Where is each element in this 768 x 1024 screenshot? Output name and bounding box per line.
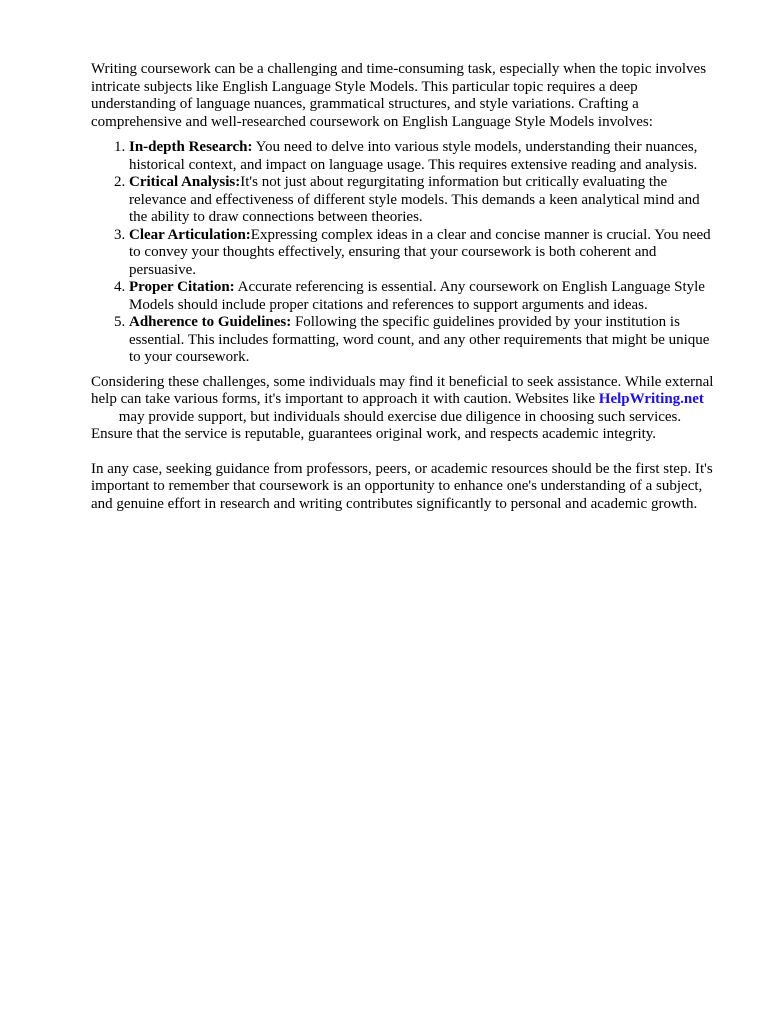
list-item-text: It's not just about regurgitating information but critically evaluating the relevance and effectiveness of different style models. This demands a keen analytical mind and the ability to draw connections between theories. — [129, 174, 700, 225]
list-item — [129, 174, 721, 227]
closing-paragraph: In any case, seeking guidance from professors, peers, or academic resources should be the first step. It's important to remember that coursework is an opportunity to enhance one's understanding of a subject, and genuine effort in research and writing contributes significantly to personal and academic growth. — [91, 460, 713, 512]
helpwriting-link[interactable]: HelpWriting.net — [598, 391, 704, 407]
list-item-text: Accurate referencing is essential. Any coursework on English Language Style Models should include proper citations and references to support arguments and ideas. — [129, 279, 705, 313]
list-item-term: Clear Articulation: — [129, 226, 251, 243]
list-item-term: Adherence to Guidelines: — [129, 314, 292, 330]
assistance-paragraph — [91, 374, 721, 444]
list-item — [129, 314, 721, 367]
assistance-text-before: Considering these challenges, some individuals may find it beneficial to seek assistance. While external help can take various forms, it's important to approach it with caution. Websites like — [91, 373, 714, 407]
list-item — [129, 139, 721, 174]
list-item-text: You need to delve into various style models, understanding their nuances, historical context, and impact on language usage. This requires extensive reading and analysis. — [129, 139, 698, 173]
list-item-term: Proper Citation: — [129, 279, 235, 295]
requirements-list — [91, 139, 721, 367]
intro-paragraph: Writing coursework can be a challenging and time-consuming task, especially when the topic involves intricate subjects like English Language Style Models. This particular topic requires a deep understanding of language nuances, grammatical structures, and style variations. Crafting a comprehensive and well-researched coursework on English Language Style Models involves: — [91, 61, 707, 130]
assistance-text-after: may provide support, but individuals should exercise due diligence in choosing such services. Ensure that the service is reputable, guarantees original work, and respects academic integrity. — [91, 408, 682, 442]
list-item-term: Critical Analysis: — [129, 174, 241, 190]
list-item-text: Expressing complex ideas in a clear and concise manner is crucial. You need to convey your thoughts effectively, ensuring that your coursework is both coherent and persuasive. — [129, 226, 711, 278]
list-item — [129, 279, 721, 314]
list-item-term: In-depth Research: — [129, 139, 253, 155]
list-item-text: Following the specific guidelines provided by your institution is essential. This includes formatting, word count, and any other requirements that might be unique to your coursework. — [129, 314, 710, 365]
document-page — [91, 61, 721, 513]
list-item — [129, 227, 721, 280]
